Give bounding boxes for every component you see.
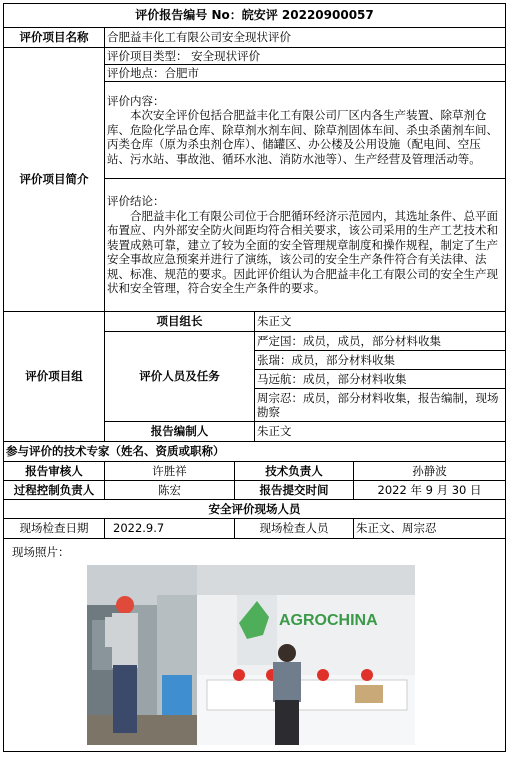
process-control-value: 陈宏 xyxy=(105,481,235,500)
onsite-date-value: 2022.9.7 xyxy=(105,519,235,539)
onsite-people-label: 现场检查人员 xyxy=(235,519,354,539)
project-location: 评价地点：合肥市 xyxy=(105,65,506,82)
content-title: 评价内容： xyxy=(107,93,165,108)
evaluation-content xyxy=(105,82,506,179)
reviewer-value: 许胜祥 xyxy=(105,462,235,481)
member-row: 严定国：成员，成员，部分材料收集 xyxy=(255,332,506,351)
leader-value: 朱正文 xyxy=(255,312,506,332)
onsite-photos xyxy=(87,565,415,745)
member-row: 马远航：成员，部分材料收集 xyxy=(255,370,506,389)
team-label: 评价项目组 xyxy=(4,312,105,442)
project-type: 评价项目类型： 安全现状评价 xyxy=(105,48,506,65)
editor-value: 朱正文 xyxy=(255,422,506,442)
agrochina-sign: AGROCHINA xyxy=(279,612,378,629)
project-name-value: 合肥益丰化工有限公司安全现状评价 xyxy=(105,28,506,48)
submit-date-label: 报告提交时间 xyxy=(235,481,354,500)
submit-date-value: 2022 年 9 月 30 日 xyxy=(354,481,506,500)
report-table xyxy=(3,3,506,752)
experts-label: 参与评价的技术专家（姓名、资质或职称） xyxy=(4,442,506,462)
evaluation-conclusion xyxy=(105,179,506,312)
member-row: 张瑞：成员，部分材料收集 xyxy=(255,351,506,370)
onsite-photos-image xyxy=(87,565,415,745)
member-row: 周宗忍：成员，部分材料收集，报告编制，现场勘察 xyxy=(255,389,506,422)
reviewer-label: 报告审核人 xyxy=(4,462,105,481)
editor-label: 报告编制人 xyxy=(105,422,255,442)
photos-label: 现场照片： xyxy=(12,545,70,559)
photo-workshop xyxy=(87,565,197,745)
tech-lead-label: 技术负责人 xyxy=(235,462,354,481)
photo-lobby xyxy=(197,565,415,745)
onsite-section-label: 安全评价现场人员 xyxy=(4,500,506,519)
tech-lead-value: 孙静波 xyxy=(354,462,506,481)
project-name-label: 评价项目名称 xyxy=(4,28,105,48)
process-control-label: 过程控制负责人 xyxy=(4,481,105,500)
onsite-people-value: 朱正文、周宗忍 xyxy=(354,519,506,539)
leader-label: 项目组长 xyxy=(105,312,255,332)
conclusion-title: 评价结论： xyxy=(107,194,165,209)
report-document xyxy=(3,3,505,752)
onsite-photos-cell xyxy=(4,539,506,752)
content-body: 本次安全评价包括合肥益丰化工有限公司厂区内各生产装置、除草剂仓库、危险化学品仓库、除草剂水剂车间、除草剂固体车间、杀虫杀菌剂车间、丙类仓库（原为杀虫剂仓库）、储罐区、办公楼及公用设施（配电间、空压站、污水站、事故池、循环水池、消防水池等）、生产经营及管理活动等。 xyxy=(107,108,498,166)
report-number: 评价报告编号 No：皖安评 20220900057 xyxy=(4,4,506,28)
members-label: 评价人员及任务 xyxy=(105,332,255,422)
conclusion-body: 合肥益丰化工有限公司位于合肥循环经济示范园内，其选址条件、总平面布置应、内外部安全防火间距均符合相关要求，该公司采用的生产工艺技术和装置成熟可靠，建立了较为全面的安全管理规章制度和操作规程，制定了生产安全事故应急预案并进行了演练，该公司的安全生产条件符合有关法律、法规、标准、规范的要求。因此评价组认为合肥益丰化工有限公司的安全生产现状和安全管理，符合安全生产条件的要求。 xyxy=(107,208,498,296)
intro-label: 评价项目简介 xyxy=(4,48,105,312)
onsite-date-label: 现场检查日期 xyxy=(4,519,105,539)
